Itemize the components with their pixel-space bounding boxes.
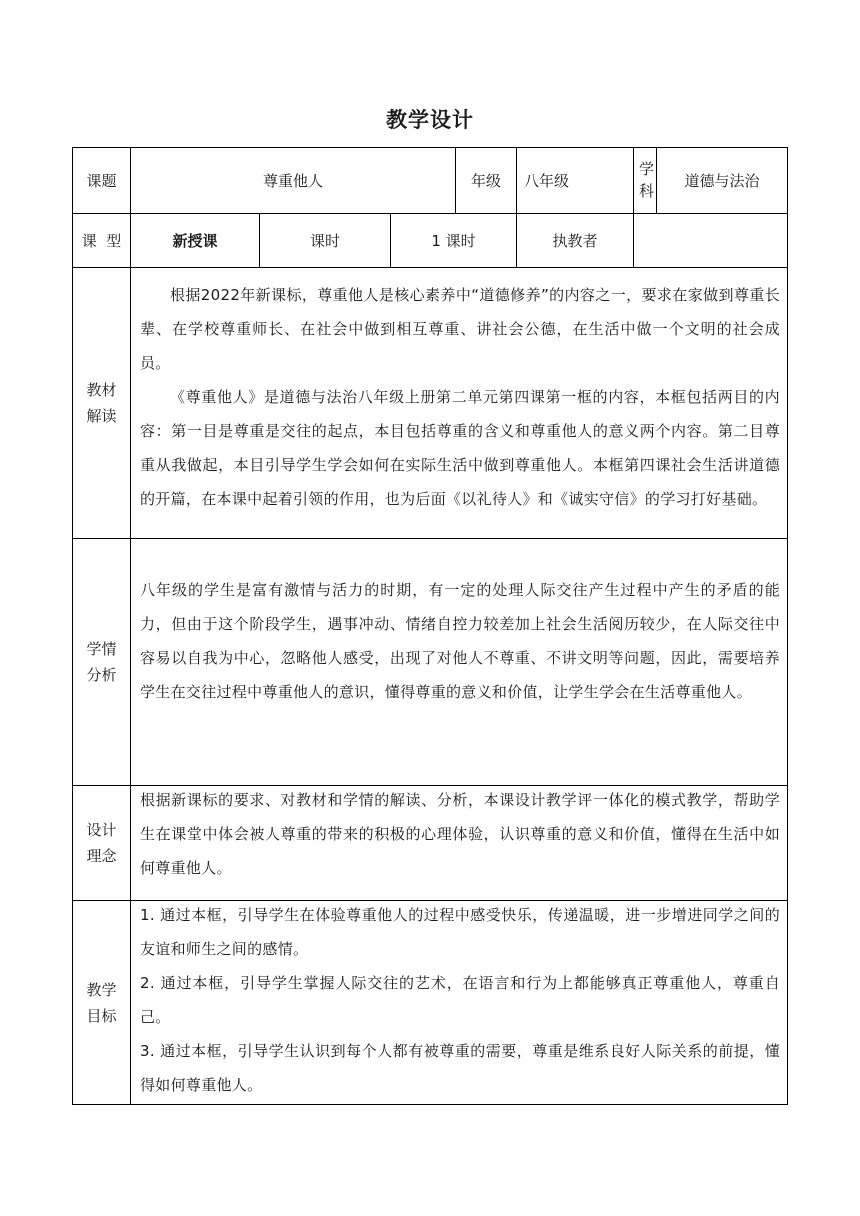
column-divider [516,147,517,213]
textbook-paragraph-2: 《尊重他人》是道德与法治八年级上册第二单元第四课第一框的内容，本框包括两目的内容：第一目是尊重是交往的起点，本目包括尊重的含义和尊重他人的意义两个内容。第二目尊重从我做起，本目引导学生学会如何在实际生活中做到尊重他人。本框第四课社会生活讲道德的开篇，在本课中起着引领的作用，也为后面《以礼待人》和《诚实守信》的学习打好基础。 [140,388,780,508]
teaching-goal-1: 1. 通过本框，引导学生在体验尊重他人的过程中感受快乐，传递温暖，进一步增进同学之间的友谊和师生之间的感情。 [140,906,780,958]
lesson-type-label: 课 型 [81,232,122,250]
student-analysis-label-line2: 分析 [86,666,117,684]
table-border-right [787,147,788,1105]
teacher-value [634,214,787,267]
design-concept-label [73,786,130,900]
period-label: 课时 [309,232,340,250]
teaching-goals-label-line2: 目标 [86,1006,117,1025]
period-value: 1 课时 [431,232,476,250]
teaching-goals-content [140,898,780,1103]
document-title: 教学设计 [386,108,474,132]
teaching-goals-label-line1: 教学 [86,980,117,999]
teaching-goal-3: 3. 通过本框，引导学生认识到每个人都有被尊重的需要，尊重是维系良好人际关系的前提，懂得如何尊重他人。 [140,1042,780,1094]
design-concept-content [140,783,780,898]
design-concept-label-line1: 设计 [86,821,117,839]
subject-label-line1: 学 [639,160,655,178]
textbook-paragraph-1: 根据2022年新课标，尊重他人是核心素养中“道德修养”的内容之一，要求在家做到尊重长辈、在学校尊重师长、在社会中做到相互尊重、讲社会公德，在生活中做一个文明的社会成员。 [140,286,780,372]
textbook-label [73,268,130,538]
grade-value: 八年级 [524,172,570,190]
design-concept-paragraph: 根据新课标的要求、对教材和学情的解读、分析，本课设计教学评一体化的模式教学，帮助学生在课堂中体会被人尊重的带来的积极的心理体验，认识尊重的意义和价值，懂得在生活中如何尊重他人。 [140,791,780,877]
topic-value: 尊重他人 [262,172,323,190]
design-concept-label-line2: 理念 [86,847,117,865]
textbook-content [140,278,780,536]
textbook-label-line2: 解读 [86,407,117,425]
teaching-goals-label [73,901,130,1104]
row-divider [72,267,788,268]
student-analysis-content [140,573,780,778]
subject-label-line2: 科 [639,182,655,200]
student-analysis-label-line1: 学情 [86,640,117,658]
teacher-label: 执教者 [552,232,598,250]
lesson-type-value: 新授课 [172,232,218,250]
topic-label: 课题 [86,172,117,190]
textbook-label-line1: 教材 [86,381,117,399]
student-analysis-paragraph: 八年级的学生是富有激情与活力的时期，有一定的处理人际交往产生过程中产生的矛盾的能力，但由于这个阶段学生，遇事冲动、情绪自控力较差加上社会生活阅历较少，在人际交往中容易以自我为中心，忽略他人感受，出现了对他人不尊重、不讲文明等问题，因此，需要培养学生在交往过程中尊重他人的意识，懂得尊重的意义和价值，让学生学会在生活尊重他人。 [140,581,780,701]
student-analysis-label [73,539,130,785]
subject-label [634,148,656,213]
column-divider [130,147,131,1105]
table-border-bottom [72,1104,788,1105]
subject-value: 道德与法治 [684,172,760,190]
row-divider [72,538,788,539]
teaching-goal-2: 2. 通过本框，引导学生掌握人际交往的艺术，在语言和行为上都能够真正尊重他人，尊重自己。 [140,974,780,1026]
grade-label: 年级 [470,172,501,190]
